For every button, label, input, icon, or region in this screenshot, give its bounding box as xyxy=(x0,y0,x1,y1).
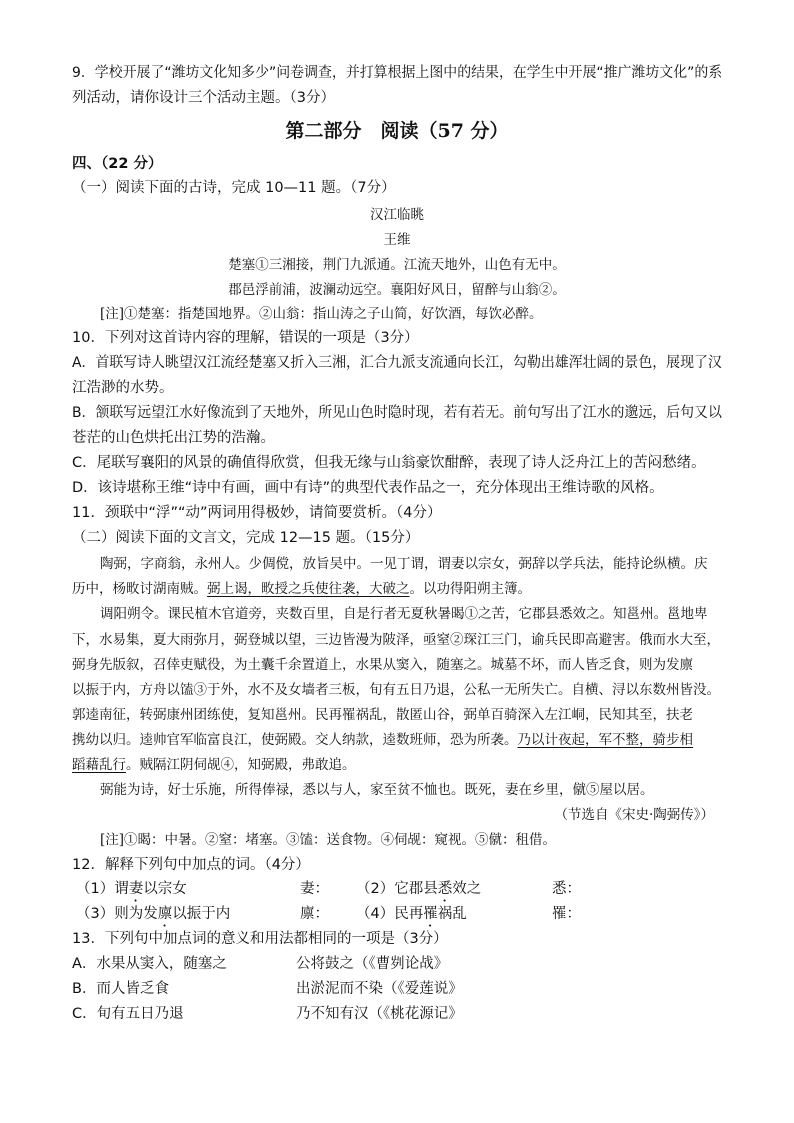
underlined-sentence: 蹈藉乱行 xyxy=(72,757,126,773)
prose-note: [注]①暍：中暑。②窒：堵塞。③馌：送食物。④伺觇：窥视。⑤僦：租借。 xyxy=(100,832,557,848)
prose-text: 。以功得阳朔主簿。 xyxy=(409,581,531,597)
q13-stem: 13．下列句中加点词的意义和用法都相同的一项是（3分） xyxy=(72,931,448,947)
q10-option-a-1: A．首联写诗人眺望汉江流经楚塞又折入三湘，汇合九派支流通向长江，勾勒出雄浑壮阔的景色，展现了汉 xyxy=(72,355,722,371)
q12-item2-answer-label: 悉： xyxy=(552,881,581,897)
poem-author: 王维 xyxy=(383,232,411,248)
poem-title: 汉江临眺 xyxy=(370,207,424,223)
q12-item-text: 祸乱 xyxy=(437,906,467,922)
dotted-word: 廪 xyxy=(157,906,173,922)
sub2-instruction: （二）阅读下面的文言文，完成 12—15 题。（15分） xyxy=(72,530,420,546)
poem-note: [注]①楚塞：指楚国地界。②山翁：指山涛之子山简，好饮酒，每饮必醉。 xyxy=(100,306,543,322)
q10-option-b-1: B．颔联写远望江水好像流到了天地外，所见山色时隐时现，若有若无。前句写出了江水的邈远，后句又以 xyxy=(72,405,722,421)
prose-p2-line6 xyxy=(72,730,693,750)
prose-text: 。贼隔江阴伺觇④，知弼殿，弗敢追。 xyxy=(126,757,356,773)
q12-item-text: （2）它郡县 xyxy=(356,881,438,897)
q12-item-text: 以振于内 xyxy=(172,906,231,922)
q12-item3 xyxy=(76,904,230,930)
q12-item-text: （3）则为发 xyxy=(76,906,158,922)
prose-source: （节选自《宋史·陶弼传》） xyxy=(554,807,714,823)
dotted-word: 罹 xyxy=(423,906,438,922)
q13-option-a-right: 公将鼓之（《曹刿论战》 xyxy=(296,956,449,972)
q13-option-a-left: A．水果从窦入，随塞之 xyxy=(72,956,227,972)
q9-line1: 9．学校开展了“潍坊文化知多少”问卷调查，并打算根据上图中的结果，在学生中开展“推广潍坊文化”的系 xyxy=(72,65,723,81)
prose-text: 携幼以归。逵帅官军临富良江，使弼殿。交人纳款，逵数班师，恐为所袭。 xyxy=(72,732,518,748)
dotted-word: 妻 xyxy=(128,881,144,897)
poem-line1: 楚塞①三湘接，荆门九派通。江流天地外，山色有无中。 xyxy=(228,257,566,273)
q12-item4 xyxy=(356,904,467,930)
q13-option-c-right: 乃不知有汉（《桃花源记》 xyxy=(296,1006,463,1022)
prose-p3: 弼能为诗，好士乐施，所得俸禄，悉以与人，家至贫不恤也。既死，妻在乡里，僦⑤屋以居。 xyxy=(100,782,654,798)
q10-option-d: D．该诗堪称王维“诗中有画，画中有诗”的典型代表作品之一，充分体现出王维诗歌的风格。 xyxy=(72,480,664,496)
q10-option-c: C．尾联写襄阳的风景的确值得欣赏，但我无缘与山翁豪饮酣醉，表现了诗人泛舟江上的苦闷愁绪。 xyxy=(72,455,706,471)
q13-option-b-right: 出淤泥而不染（《爱莲说》 xyxy=(296,981,463,997)
q12-item1 xyxy=(76,879,187,905)
q10-option-a-2: 江浩渺的水势。 xyxy=(72,380,174,396)
q9-line2: 列活动，请你设计三个活动主题。（3分） xyxy=(72,90,335,106)
q11-stem: 11．颈联中“浮”“动”两词用得极妙，请简要赏析。（4分） xyxy=(72,505,442,521)
q12-item4-answer-label: 罹： xyxy=(552,906,581,922)
underlined-sentence: 乃以计夜起，军不整，骑步相 xyxy=(517,732,693,748)
q12-item-text: （4）民再 xyxy=(356,906,424,922)
prose-p1-line1: 陶弼，字商翁，永州人。少倜傥，放旨吴中。一见丁谓，谓妻以宗女，弼辞以学兵法，能持论纵横。庆 xyxy=(100,556,708,572)
poem-line2: 郡邑浮前浦，波澜动远空。襄阳好风日，留醉与山翁②。 xyxy=(228,282,566,298)
q12-item2 xyxy=(356,879,481,905)
q12-item-text: 效之 xyxy=(452,881,482,897)
prose-p2-line2: 下，水易集，夏大雨弥月，弼登城以望，三边皆漫为陂泽，亟窒②琛江三门，谕兵民即高避害。俄而水大至， xyxy=(72,632,720,648)
dotted-word: 悉 xyxy=(437,881,453,897)
q12-item3-answer-label: 廪： xyxy=(300,906,329,922)
prose-p2-line4: 以振于内，方舟以馌③于外，水不及女墙者三板，旬有五日乃退，公私一无所失亡。自横、浔以东数州皆没。 xyxy=(72,682,720,698)
q12-stem: 12．解释下列句中加点的词。（4分） xyxy=(72,857,310,873)
section4-heading: 四、（22 分） xyxy=(72,156,163,172)
underlined-sentence: 弼上谒，畋授之兵使往袭，大破之 xyxy=(207,581,410,597)
part2-title: 第二部分 阅读（57 分） xyxy=(285,120,509,142)
q13-option-b-left: B．而人皆乏食 xyxy=(72,981,169,997)
prose-p2-line3: 弼身先版叙，召倖吏赋役，为土囊千余置道上，水果从窦入，随塞之。城墓不坏，而人皆乏食，则为发廪 xyxy=(72,657,693,673)
prose-p2-line5: 郭逵南征，转弼康州团练使，复知邕州。民再罹祸乱，散匿山谷，弼单百骑深入左江峒，民知其至，扶老 xyxy=(72,707,693,723)
sub1-instruction: （一）阅读下面的古诗，完成 10—11 题。（7分） xyxy=(72,180,396,196)
prose-p2-line1: 调阳朔令。课民植木官道旁，夹数百里，自是行者无夏秋暑暍①之苦，它郡县悉效之。知邕州。邕地卑 xyxy=(100,606,708,622)
q12-item-text: 以宗女 xyxy=(143,881,187,897)
q12-item1-answer-label: 妻： xyxy=(300,881,329,897)
prose-p2-line7 xyxy=(72,755,356,775)
q13-option-c-left: C．旬有五日乃退 xyxy=(72,1006,184,1022)
prose-text: 历中，杨畋讨湖南贼。 xyxy=(72,581,207,597)
q10-option-b-2: 苍茫的山色烘托出江势的浩瀚。 xyxy=(72,430,275,446)
prose-p1-line2 xyxy=(72,579,531,599)
q12-item-text: （1）谓 xyxy=(76,881,129,897)
q10-stem: 10．下列对这首诗内容的理解，错误的一项是（3分） xyxy=(72,330,419,346)
